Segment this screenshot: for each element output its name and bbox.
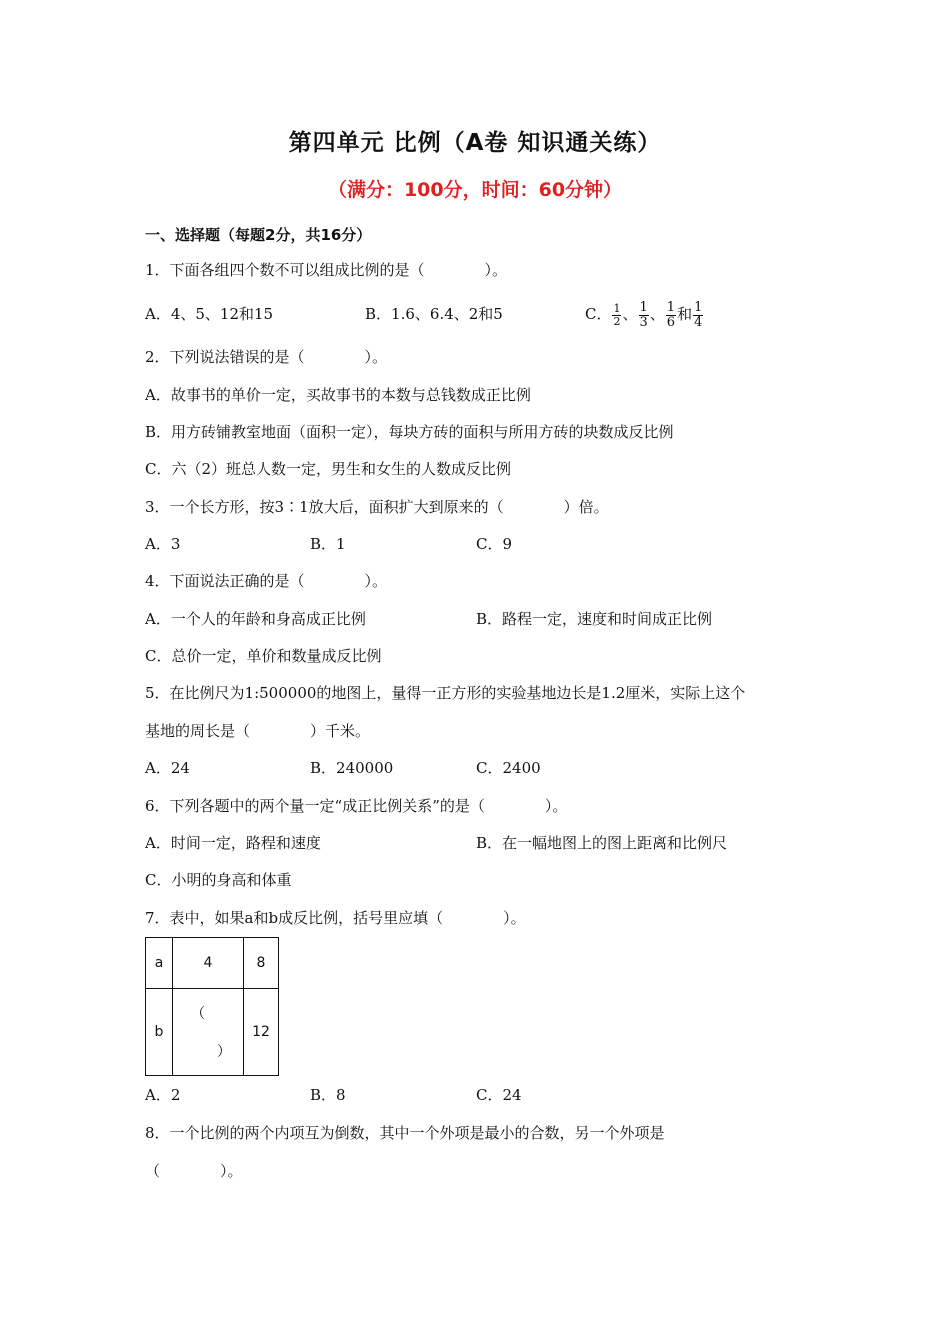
fraction-1 — [612, 303, 621, 328]
separator: 、 — [622, 305, 638, 323]
question-4-option-c: C．总价一定，单价和数量成反比例 — [145, 647, 382, 665]
question-1-stem: 1．下面各组四个数不可以组成比例的是（ ）。 — [145, 261, 508, 279]
question-6-option-c: C．小明的身高和体重 — [145, 871, 292, 889]
question-7-option-b: B．8 — [310, 1086, 346, 1104]
question-5-stem-line2: 基地的周长是（ ）千米。 — [145, 722, 371, 740]
question-1-option-c — [585, 296, 704, 332]
fraction-denominator: 2 — [613, 314, 621, 328]
question-2-option-a: A．故事书的单价一定，买故事书的本数与总钱数成正比例 — [145, 386, 531, 404]
fraction-denominator: 4 — [694, 314, 703, 330]
question-3-option-b: B．1 — [310, 535, 346, 553]
question-3-option-c: C．9 — [476, 535, 513, 553]
separator: 、 — [649, 305, 665, 323]
question-5-option-b: B．240000 — [310, 759, 394, 777]
question-6-option-b: B．在一幅地图上的图上距离和比例尺 — [476, 834, 728, 852]
table-cell: 8 — [244, 938, 279, 989]
table-cell: b — [146, 989, 173, 1076]
question-7-table — [145, 937, 279, 1076]
question-7-option-c: C．24 — [476, 1086, 522, 1104]
table-cell: a — [146, 938, 173, 989]
question-1-option-a: A．4、5、12和15 — [145, 305, 274, 323]
answer-blank-cell — [173, 989, 244, 1076]
question-2-stem: 2．下列说法错误的是（ ）。 — [145, 348, 388, 366]
question-1-option-b: B．1.6、6.4、2和5 — [365, 305, 503, 323]
question-7-stem: 7．表中，如果a和b成反比例，括号里应填（ ）。 — [145, 909, 526, 927]
fraction-4 — [693, 301, 703, 330]
question-7-option-a: A．2 — [145, 1086, 181, 1104]
fraction-denominator: 6 — [666, 314, 676, 330]
page-title: 第四单元 比例（A卷 知识通关练） — [288, 130, 662, 156]
open-paren: （ — [191, 1006, 205, 1022]
table-row — [146, 938, 279, 989]
question-8-stem-line1: 8．一个比例的两个内项互为倒数，其中一个外项是最小的合数，另一个外项是 — [145, 1124, 665, 1142]
fraction-denominator: 3 — [639, 314, 648, 330]
close-paren: ） — [217, 1044, 231, 1060]
section-heading: 一、选择题（每题2分，共16分） — [145, 226, 372, 244]
fraction-3 — [666, 301, 676, 330]
fraction-numerator: 1 — [613, 301, 621, 315]
table-row — [146, 989, 279, 1076]
question-4-option-b: B．路程一定，速度和时间成正比例 — [476, 610, 713, 628]
question-4-stem: 4．下面说法正确的是（ ）。 — [145, 572, 388, 590]
question-5-option-a: A．24 — [145, 759, 190, 777]
question-5-option-c: C．2400 — [476, 759, 541, 777]
fraction-numerator: 1 — [639, 299, 648, 315]
question-2-option-c: C．六（2）班总人数一定，男生和女生的人数成反比例 — [145, 460, 512, 478]
fraction-numerator: 1 — [694, 299, 703, 315]
fraction-2 — [639, 301, 649, 330]
page-subtitle: （满分：100分，时间：60分钟） — [327, 179, 623, 201]
option-c-prefix: C． — [585, 305, 612, 323]
question-4-option-a: A．一个人的年龄和身高成正比例 — [145, 610, 366, 628]
question-6-option-a: A．时间一定，路程和速度 — [145, 834, 321, 852]
conjunction: 和 — [677, 305, 693, 323]
question-3-stem: 3．一个长方形，按3∶1放大后，面积扩大到原来的（ ）倍。 — [145, 498, 609, 516]
question-5-stem-line1: 5．在比例尺为1:500000的地图上，量得一正方形的实验基地边长是1.2厘米，实际上这个 — [145, 684, 746, 702]
table-cell: 12 — [244, 989, 279, 1076]
question-3-option-a: A．3 — [145, 535, 181, 553]
question-8-stem-line2: （ ）。 — [145, 1162, 243, 1180]
fraction-numerator: 1 — [666, 299, 676, 315]
question-2-option-b: B．用方砖铺教室地面（面积一定），每块方砖的面积与所用方砖的块数成反比例 — [145, 423, 674, 441]
table-cell: 4 — [173, 938, 244, 989]
question-6-stem: 6．下列各题中的两个量一定“成正比例关系”的是（ ）。 — [145, 797, 568, 815]
